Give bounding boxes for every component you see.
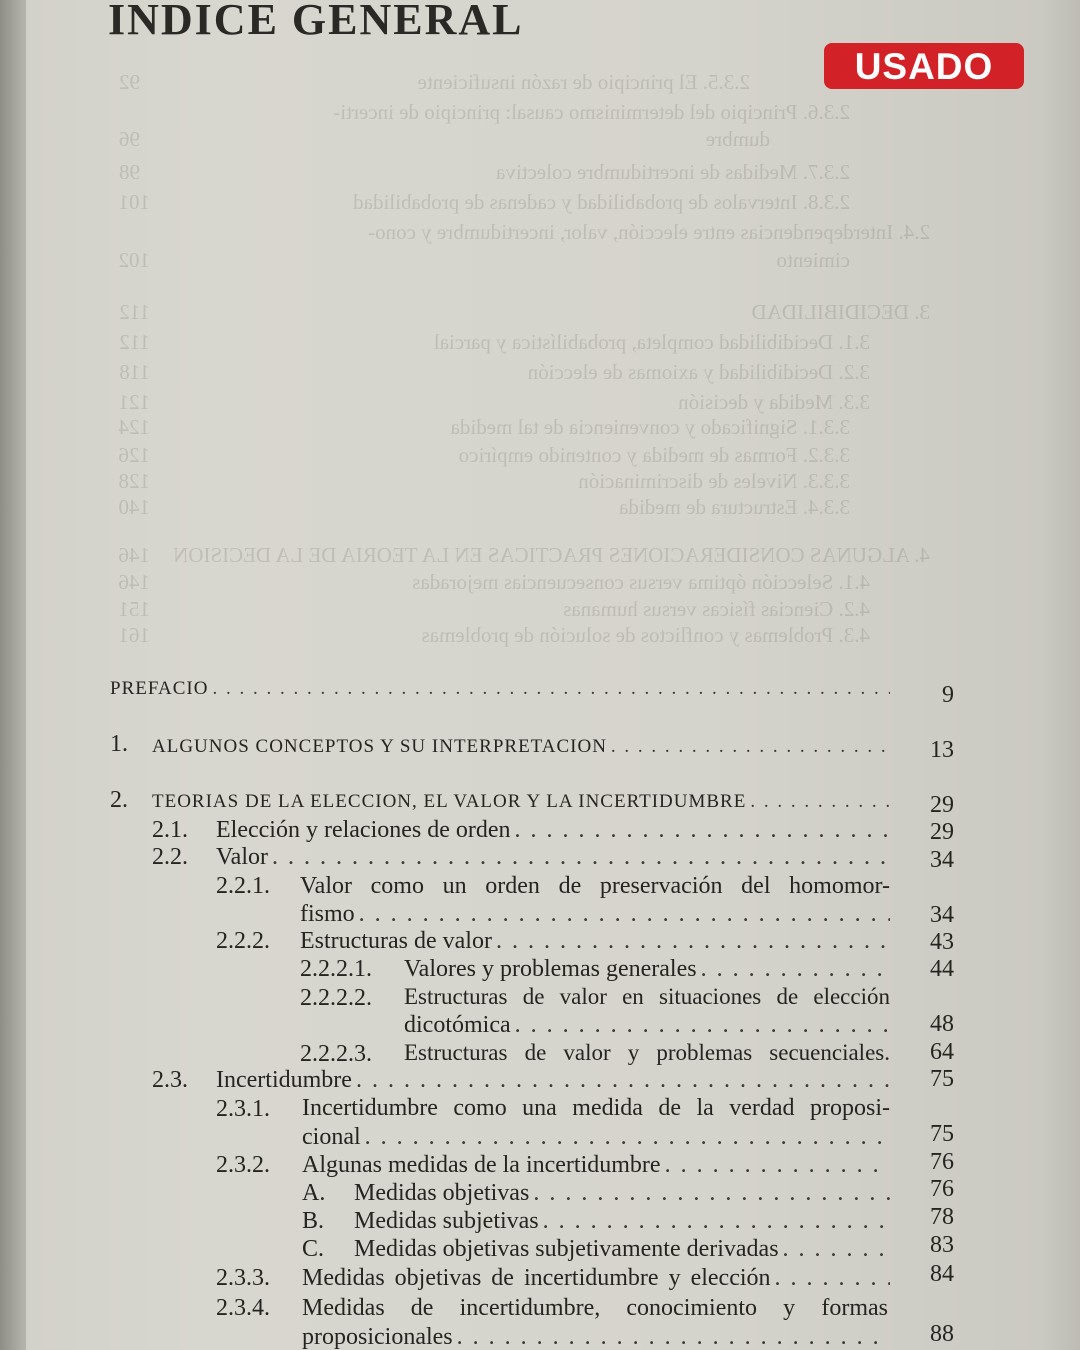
ghost-line: 3.3.4. Estructura de medida (619, 495, 850, 519)
toc-entry-prefacio (110, 679, 890, 698)
toc-label: dicotómica (404, 1012, 511, 1038)
ghost-line: 2.4. Interdependencias entre elección, valor, incertidumbre y cono- (368, 220, 930, 244)
toc-page: 88 (930, 1321, 954, 1347)
toc-entry-2-2-2-2 (404, 1013, 890, 1037)
toc-label: TEORIAS DE LA ELECCION, EL VALOR Y LA INCERTIDUMBRE (152, 791, 747, 812)
toc-number: A. (302, 1180, 326, 1206)
toc-entry-2-2-2-1 (404, 957, 890, 981)
toc-page: 29 (930, 819, 954, 845)
toc-number: 2. (110, 787, 128, 813)
toc-entry-2-3 (216, 1068, 890, 1092)
dot-leader (356, 1068, 890, 1092)
toc-number: 2.3. (152, 1067, 188, 1093)
ghost-line: 2.3.7. Medidas de incertidumbre colectiva (496, 160, 850, 184)
ghost-line: 3.1. Decidibilidad completa, probabilística y parcial (433, 330, 870, 354)
toc-label: proposicionales (302, 1324, 453, 1350)
ghost-line: 4.3. Problemas y conflictos de solución de problemas (421, 623, 870, 647)
toc-page: 13 (930, 737, 954, 763)
toc-entry-2-3-3 (302, 1266, 890, 1290)
toc-page: 76 (930, 1176, 954, 1202)
toc-entry-2-3-2 (302, 1153, 890, 1177)
dot-leader (533, 1181, 890, 1205)
ghost-page: 98 (119, 160, 140, 184)
dot-leader (783, 1237, 890, 1261)
toc-page: 83 (930, 1232, 954, 1258)
toc-label: Algunas medidas de la incertidumbre (302, 1152, 661, 1178)
dot-leader (365, 1125, 890, 1149)
ghost-page: 112 (119, 330, 150, 354)
ghost-page: 146 (118, 543, 150, 567)
ghost-page: 161 (118, 623, 150, 647)
dot-leader (515, 1013, 890, 1037)
ghost-page: 92 (119, 70, 140, 94)
toc-entry-2-3-1-line-1: Incertidumbre como una medida de la verdad proposi- (302, 1095, 890, 1121)
toc-page: 76 (930, 1149, 954, 1175)
toc-page: 75 (930, 1066, 954, 1092)
toc-page: 43 (930, 929, 954, 955)
ghost-line: 3. DECIDIBILIDAD (751, 300, 930, 324)
toc-entry-2-3-2-a (354, 1181, 890, 1205)
toc-number: 1. (110, 731, 128, 757)
dot-leader (775, 1266, 890, 1290)
ghost-page: 126 (118, 443, 150, 467)
ghost-line: 2.3.6. Principio del determinismo causal: principio de incerti- (333, 100, 850, 124)
toc-number: C. (302, 1236, 325, 1262)
ghost-page: 146 (118, 570, 150, 594)
toc-number: 2.2.1. (216, 873, 270, 899)
dot-leader (515, 818, 890, 842)
dot-leader (212, 679, 890, 698)
toc-page: 84 (930, 1261, 954, 1287)
toc-number: 2.2. (152, 844, 188, 870)
ghost-line: cimiento (776, 248, 850, 272)
toc-page: 64 (930, 1039, 954, 1065)
toc-number: 2.3.1. (216, 1096, 270, 1122)
ghost-line: 2.3.8. Intervalos de probabilidad y cadenas de probabilidad (353, 190, 850, 214)
toc-number: 2.2.2.2. (300, 985, 372, 1011)
toc-entry-chapter-1 (152, 737, 890, 756)
toc-number: 2.1. (152, 817, 188, 843)
ghost-page: 118 (119, 360, 150, 384)
toc-label: Valores y problemas generales (404, 956, 697, 982)
status-badge: USADO (824, 43, 1024, 89)
toc-entry-2-3-2-b (354, 1209, 890, 1233)
toc-label: ALGUNOS CONCEPTOS Y SU INTERPRETACION (152, 736, 607, 757)
toc-label: Medidas objetivas de incertidumbre y elección (302, 1265, 771, 1291)
toc-entry-2-2-2-3: Estructuras de valor y problemas secuenciales. (404, 1040, 890, 1065)
page-title: INDICE GENERAL (108, 0, 524, 44)
ghost-line: 2.3.5. El principio de razón insuficiente (417, 70, 750, 94)
toc-entry-2-3-4-line-1: Medidas de incertidumbre, conocimiento y formas (302, 1295, 888, 1321)
ghost-page: 112 (119, 300, 150, 324)
ghost-page: 96 (119, 127, 140, 151)
toc-entry-2-2 (216, 845, 890, 869)
ghost-page: 121 (118, 390, 150, 414)
ghost-line: 4. ALGUNAS CONSIDERACIONES PRACTICAS EN LA TEORIA DE LA DECISION (173, 543, 930, 567)
toc-entry-2-3-2-c (354, 1237, 890, 1261)
toc-number: 2.3.4. (216, 1295, 270, 1321)
dot-leader (457, 1325, 890, 1349)
toc-page: 34 (930, 847, 954, 873)
toc-label: Medidas objetivas subjetivamente derivadas (354, 1236, 779, 1262)
toc-entry-2-3-1 (302, 1125, 890, 1149)
ghost-line: 3.3.3. Niveles de discriminación (578, 469, 850, 493)
ghost-line: 4.2. Ciencias físicas versus humanas (563, 597, 870, 621)
bleed-through-text (100, 55, 930, 655)
dot-leader (701, 957, 890, 981)
dot-leader (750, 792, 890, 811)
dot-leader (272, 845, 890, 869)
toc-page: 34 (930, 902, 954, 928)
ghost-line: 3.3. Medida y decisión (678, 390, 870, 414)
toc-number: 2.3.2. (216, 1152, 270, 1178)
toc-label: Estructuras de valor (300, 928, 492, 954)
toc-entry-2-1 (216, 818, 890, 842)
dot-leader (496, 929, 890, 953)
ghost-line: 4.1. Selección óptima versus consecuencias mejoradas (412, 570, 870, 594)
toc-label: Medidas subjetivas (354, 1208, 539, 1234)
ghost-page: 140 (118, 495, 150, 519)
ghost-page: 128 (118, 469, 150, 493)
dot-leader (359, 902, 890, 926)
toc-page: 78 (930, 1204, 954, 1230)
toc-label: cional (302, 1124, 361, 1150)
toc-entry-2-3-4 (302, 1325, 890, 1349)
ghost-line: 3.3.2. Formas de medida y contenido empírico (458, 443, 850, 467)
toc-label: PREFACIO (110, 678, 209, 699)
dot-leader (543, 1209, 890, 1233)
toc-entry-chapter-2 (152, 792, 890, 811)
toc-page: 48 (930, 1011, 954, 1037)
ghost-line: dumbre (705, 127, 770, 151)
toc-number: 2.2.2.1. (300, 956, 372, 982)
toc-page: 75 (930, 1121, 954, 1147)
toc-label: Incertidumbre (216, 1067, 352, 1093)
toc-label: Elección y relaciones de orden (216, 817, 511, 843)
toc-label: Medidas objetivas (354, 1180, 530, 1206)
dot-leader (665, 1153, 890, 1177)
ghost-page: 102 (118, 248, 150, 272)
toc-label: Valor (216, 844, 268, 870)
toc-number: 2.2.2. (216, 928, 270, 954)
dot-leader (611, 737, 890, 756)
ghost-line: 3.2. Decidibilidad y axiomas de elección (527, 360, 870, 384)
toc-number: B. (302, 1208, 325, 1234)
toc-page: 29 (930, 792, 954, 818)
toc-page: 44 (930, 956, 954, 982)
toc-entry-2-2-2-2-line-1: Estructuras de valor en situaciones de elección (404, 984, 890, 1009)
ghost-page: 101 (118, 190, 150, 214)
toc-number: 2.3.3. (216, 1265, 270, 1291)
ghost-page: 151 (118, 597, 150, 621)
toc-entry-2-2-2 (300, 929, 890, 953)
toc-label: fismo (300, 901, 355, 927)
toc-entry-2-2-1 (300, 902, 890, 926)
page-fold (0, 0, 26, 1350)
toc-number: 2.2.2.3. (300, 1041, 372, 1067)
toc-entry-2-2-1-line-1: Valor como un orden de preservación del homomor- (300, 873, 890, 899)
ghost-page: 124 (118, 415, 150, 439)
toc-page: 9 (942, 682, 954, 708)
ghost-line: 3.3.1. Significado y conveniencia de tal medida (450, 415, 850, 439)
